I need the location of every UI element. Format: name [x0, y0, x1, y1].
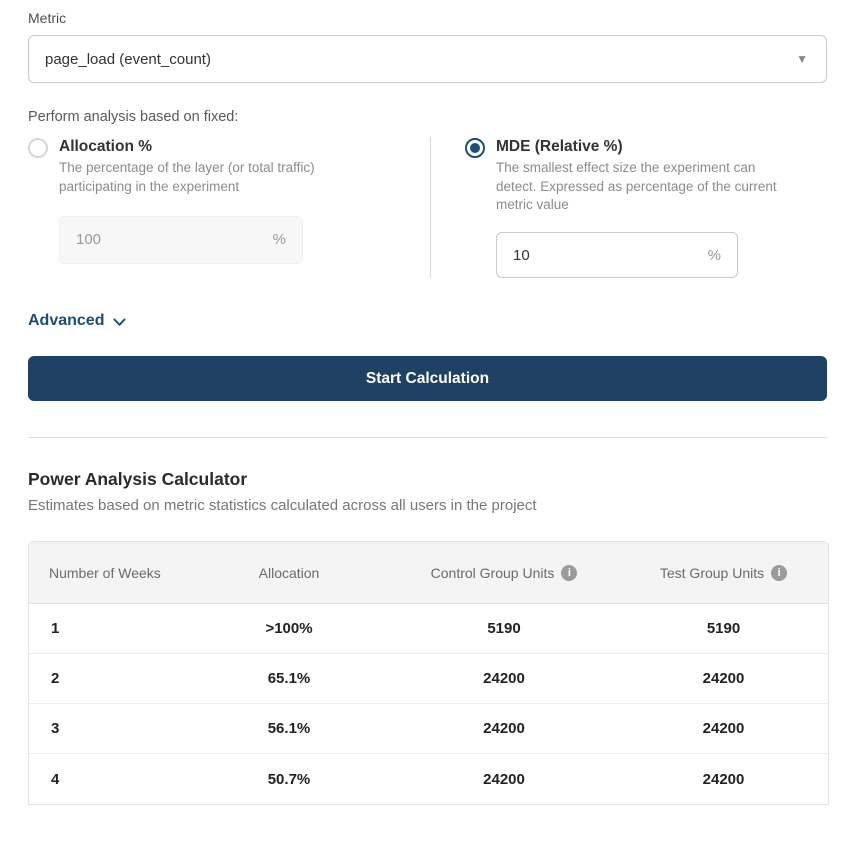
header-test-group-units: Test Group Units i [619, 542, 828, 604]
cell-control-units: 5190 [389, 604, 619, 654]
cell-test-units: 24200 [619, 704, 828, 754]
option-allocation [28, 137, 430, 278]
table-row [29, 704, 828, 754]
allocation-input[interactable] [76, 231, 196, 248]
chevron-down-icon: ▼ [796, 52, 808, 66]
cell-weeks: 1 [29, 604, 189, 654]
header-control-group-units: Control Group Units i [389, 542, 619, 604]
metric-dropdown-value: page_load (event_count) [45, 50, 211, 68]
cell-test-units: 24200 [702, 770, 745, 788]
results-subtitle: Estimates based on metric statistics calculated across all users in the project [28, 497, 537, 515]
table-row [29, 604, 828, 654]
cell-weeks: 3 [29, 704, 189, 754]
table-header-row [29, 542, 828, 604]
allocation-percent-suffix: % [272, 231, 286, 249]
cell-weeks: 2 [29, 654, 189, 704]
results-title: Power Analysis Calculator [28, 469, 248, 490]
analysis-mode-label: Perform analysis based on fixed: [28, 109, 239, 125]
table-row [29, 754, 828, 804]
info-icon[interactable]: i [561, 565, 577, 581]
allocation-input-wrapper [59, 216, 303, 264]
cell-allocation: 65.1% [189, 654, 389, 704]
metric-dropdown[interactable] [28, 35, 827, 83]
chevron-down-icon [113, 318, 126, 327]
cell-control-units: 24200 [389, 704, 619, 754]
metric-label: Metric [28, 10, 67, 26]
mde-input[interactable] [513, 247, 633, 264]
cell-control-units: 24200 [483, 770, 525, 788]
header-number-of-weeks: Number of Weeks [29, 542, 189, 604]
cell-test-units: 24200 [619, 654, 828, 704]
allocation-description: The percentage of the layer (or total traffic) participating in the experiment [59, 160, 315, 194]
results-table [28, 541, 829, 805]
cell-allocation: >100% [189, 604, 389, 654]
cell-control-units: 24200 [389, 654, 619, 704]
section-divider [28, 437, 827, 438]
allocation-radio[interactable] [28, 138, 48, 158]
table-row [29, 654, 828, 704]
advanced-label: Advanced [28, 312, 105, 330]
allocation-title: Allocation % [59, 138, 153, 155]
info-icon[interactable]: i [771, 565, 787, 581]
cell-allocation: 50.7% [267, 770, 311, 788]
option-mde [430, 137, 827, 278]
mde-percent-suffix: % [707, 246, 721, 264]
mde-description: The smallest effect size the experiment can detect. Expressed as percentage of the current metric value [496, 160, 777, 212]
mde-input-wrapper [496, 232, 738, 278]
header-allocation: Allocation [189, 542, 389, 604]
analysis-mode-options [28, 137, 827, 278]
mde-radio[interactable] [465, 138, 485, 158]
cell-test-units: 5190 [619, 604, 828, 654]
start-calculation-button[interactable]: Start Calculation [28, 356, 827, 401]
advanced-toggle[interactable] [28, 312, 126, 330]
cell-allocation: 56.1% [189, 704, 389, 754]
mde-title: MDE (Relative %) [496, 138, 623, 155]
cell-weeks: 4 [51, 770, 60, 788]
